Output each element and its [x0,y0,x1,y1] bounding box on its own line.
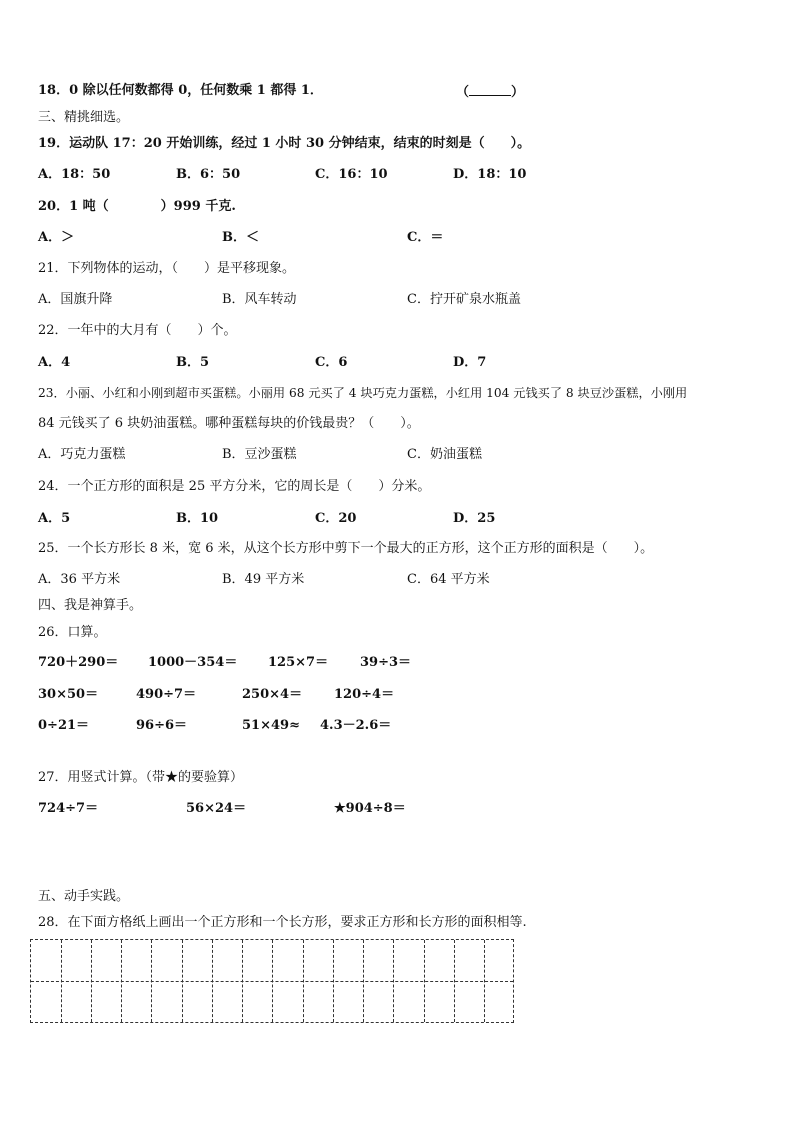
q26-item-3-3: 51×49≈ [242,718,300,733]
q24-option-c[interactable]: C．20 [315,511,357,526]
q18-answer [456,83,524,101]
q22-option-c[interactable]: C．6 [315,355,348,370]
q20-option-a[interactable]: A．＞ [38,230,75,245]
q28-text: 28．在下面方格纸上画出一个正方形和一个长方形，要求正方形和长方形的面积相等. [38,915,527,930]
q26-item-1-4: 39÷3＝ [360,655,412,670]
q22-option-a[interactable]: A．4 [38,355,71,370]
square-grid-paper[interactable] [30,939,514,1023]
q24-option-b[interactable]: B．10 [176,511,219,526]
q24-option-a[interactable]: A．5 [38,511,71,526]
q22-option-d[interactable]: D．7 [453,355,487,370]
q20-option-b[interactable]: B．＜ [222,230,259,245]
q27-item-1: 724÷7＝ [38,801,99,816]
q24-option-d[interactable]: D．25 [453,511,496,526]
grid-line [31,981,513,982]
q23-text-line2: 84 元钱买了 6 块奶油蛋糕。哪种蛋糕每块的价钱最贵？（ ）。 [38,416,420,431]
q23-option-c[interactable]: C．奶油蛋糕 [407,447,482,462]
q25-option-c[interactable]: C．64 平方米 [407,572,490,587]
section-4-heading: 四、我是神算手。 [38,598,143,613]
q19-option-c[interactable]: C．16：10 [315,167,388,182]
q27-title: 27．用竖式计算。（带★的要验算） [38,770,244,785]
q25-text: 25．一个长方形长 8 米，宽 6 米，从这个长方形中剪下一个最大的正方形，这个正方形的面积是（ ）。 [38,541,654,556]
q21-option-b[interactable]: B．风车转动 [222,292,297,307]
q26-item-3-1: 0÷21＝ [38,718,90,733]
q21-option-c[interactable]: C．拧开矿泉水瓶盖 [407,292,521,307]
section-5-heading: 五、动手实践。 [38,889,130,904]
q23-option-b[interactable]: B．豆沙蛋糕 [222,447,297,462]
q26-item-2-2: 490÷7＝ [136,687,197,702]
section-3-heading: 三、精挑细选。 [38,110,130,125]
q19-option-d[interactable]: D．18：10 [453,167,527,182]
q26-item-1-1: 720＋290＝ [38,655,119,670]
q23-option-a[interactable]: A．巧克力蛋糕 [38,447,126,462]
q19-text: 19．运动队 17：20 开始训练，经过 1 小时 30 分钟结束，结束的时刻是（ ）。 [38,136,531,151]
q18-paren-open: （ [456,85,470,100]
q24-text: 24．一个正方形的面积是 25 平方分米，它的周长是（ ）分米。 [38,479,431,494]
q20-option-c[interactable]: C．＝ [407,230,444,245]
q22-text: 22．一年中的大月有（ ）个。 [38,323,237,338]
q20-text: 20．1 吨（ ）999 千克. [38,199,236,214]
q18-text: 18．0 除以任何数都得 0，任何数乘 1 都得 1． [38,83,323,98]
q26-item-1-3: 125×7＝ [268,655,329,670]
q19-option-b[interactable]: B．6：50 [176,167,241,182]
q21-text: 21．下列物体的运动，（ ）是平移现象。 [38,261,296,276]
q25-option-b[interactable]: B．49 平方米 [222,572,305,587]
q23-text-line1: 23．小丽、小红和小刚到超市买蛋糕。小丽用 68 元买了 4 块巧克力蛋糕，小红用 104 元钱买了 8 块豆沙蛋糕，小刚用 [38,386,688,400]
q27-item-2: 56×24＝ [186,801,247,816]
q19-option-a[interactable]: A．18：50 [38,167,111,182]
q26-item-2-1: 30×50＝ [38,687,99,702]
q27-item-3: ★904÷8＝ [334,801,406,816]
q26-title: 26．口算。 [38,625,107,640]
q26-item-3-4: 4.3－2.6＝ [320,718,392,733]
q22-option-b[interactable]: B．5 [176,355,210,370]
q21-option-a[interactable]: A．国旗升降 [38,292,113,307]
q18-paren-close: ） [511,85,525,100]
q18-answer-blank[interactable] [469,83,511,96]
q25-option-a[interactable]: A．36 平方米 [38,572,121,587]
q26-item-1-2: 1000－354＝ [148,655,238,670]
q26-item-2-4: 120÷4＝ [334,687,395,702]
q26-item-3-2: 96÷6＝ [136,718,188,733]
q26-item-2-3: 250×4＝ [242,687,303,702]
